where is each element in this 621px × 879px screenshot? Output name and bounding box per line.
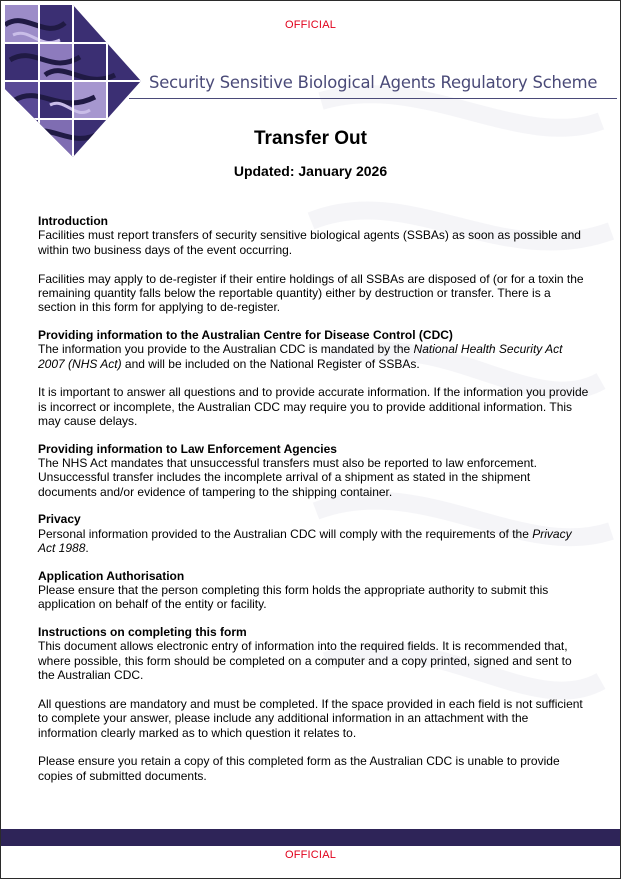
updated-date: Updated: January 2026	[233, 163, 388, 179]
legislation-title: National Health Security Act 2007 (NHS Act)	[38, 342, 563, 371]
section-heading: Providing information to Law Enforcement Agencies	[38, 441, 337, 456]
section-application-authorisation	[38, 569, 590, 612]
section-heading: Privacy	[38, 512, 81, 527]
paragraph-text: and will be included on the National Register of SSBAs.	[121, 356, 420, 371]
paragraph: Please ensure you retain a copy of this completed form as the Australian CDC is unable to provide copies of submitted documents.	[38, 754, 560, 783]
scheme-title: Security Sensitive Biological Agents Regulatory Scheme	[149, 73, 598, 92]
paragraph: All questions are mandatory and must be completed. If the space provided in each field is not sufficient to complete your answer, please include any additional information in an attachment with the information clearly marked as to which question it relates to.	[38, 696, 583, 740]
section-introduction	[38, 214, 590, 315]
section-instructions	[38, 625, 590, 783]
section-heading: Instructions on completing this form	[38, 624, 247, 639]
paragraph: The NHS Act mandates that unsuccessful transfers must also be reported to law enforcement. Unsuccessful transfer includes the incomplete arrival of a shipment as stated in the shipment documents and/or evidence of tampering to the shipping container.	[38, 456, 537, 499]
section-heading: Introduction	[38, 214, 108, 228]
paragraph	[38, 527, 590, 556]
section-providing-information-cdc	[38, 328, 590, 429]
section-privacy	[38, 512, 590, 555]
paragraph: Facilities must report transfers of security sensitive biological agents (SSBAs) as soon as possible and within two business days of the event occurring.	[38, 228, 581, 257]
legislation-title: Privacy Act 1988	[38, 526, 572, 556]
document-title: Transfer Out	[254, 128, 367, 149]
paragraph	[38, 342, 590, 371]
footer-band	[1, 829, 620, 846]
section-heading: Application Authorisation	[38, 568, 185, 583]
paragraph: Facilities may apply to de-register if their entire holdings of all SSBAs are disposed of (or for a toxin the remaining quantity falls below the reportable quantity) either by destruction or transfer. There is a section in this form for applying to de-register.	[38, 271, 584, 315]
classification-bottom: OFFICIAL	[284, 849, 337, 861]
section-law-enforcement	[38, 442, 590, 500]
paragraph-text: Personal information provided to the Australian CDC will comply with the requirements of the	[38, 526, 533, 541]
document-body	[38, 214, 590, 796]
header-rule	[129, 98, 617, 99]
paragraph: This document allows electronic entry of information into the required fields. It is recommended that, where possible, this form should be completed on a computer and a copy printed, signed and sent to the Australian CDC.	[38, 639, 572, 682]
section-heading: Providing information to the Australian Centre for Disease Control (CDC)	[38, 327, 453, 342]
paragraph-text: The information you provide to the Australian CDC is mandated by the	[38, 342, 414, 357]
classification-top: OFFICIAL	[284, 19, 337, 31]
paragraph-text: .	[85, 541, 89, 556]
paragraph: Please ensure that the person completing this form holds the appropriate authority to submit this application on behalf of the entity or facility.	[38, 582, 549, 612]
paragraph: It is important to answer all questions and to provide accurate information. If the information you provide is incorrect or incomplete, the Australian CDC may require you to provide additional information. This may cause delays.	[38, 385, 589, 429]
